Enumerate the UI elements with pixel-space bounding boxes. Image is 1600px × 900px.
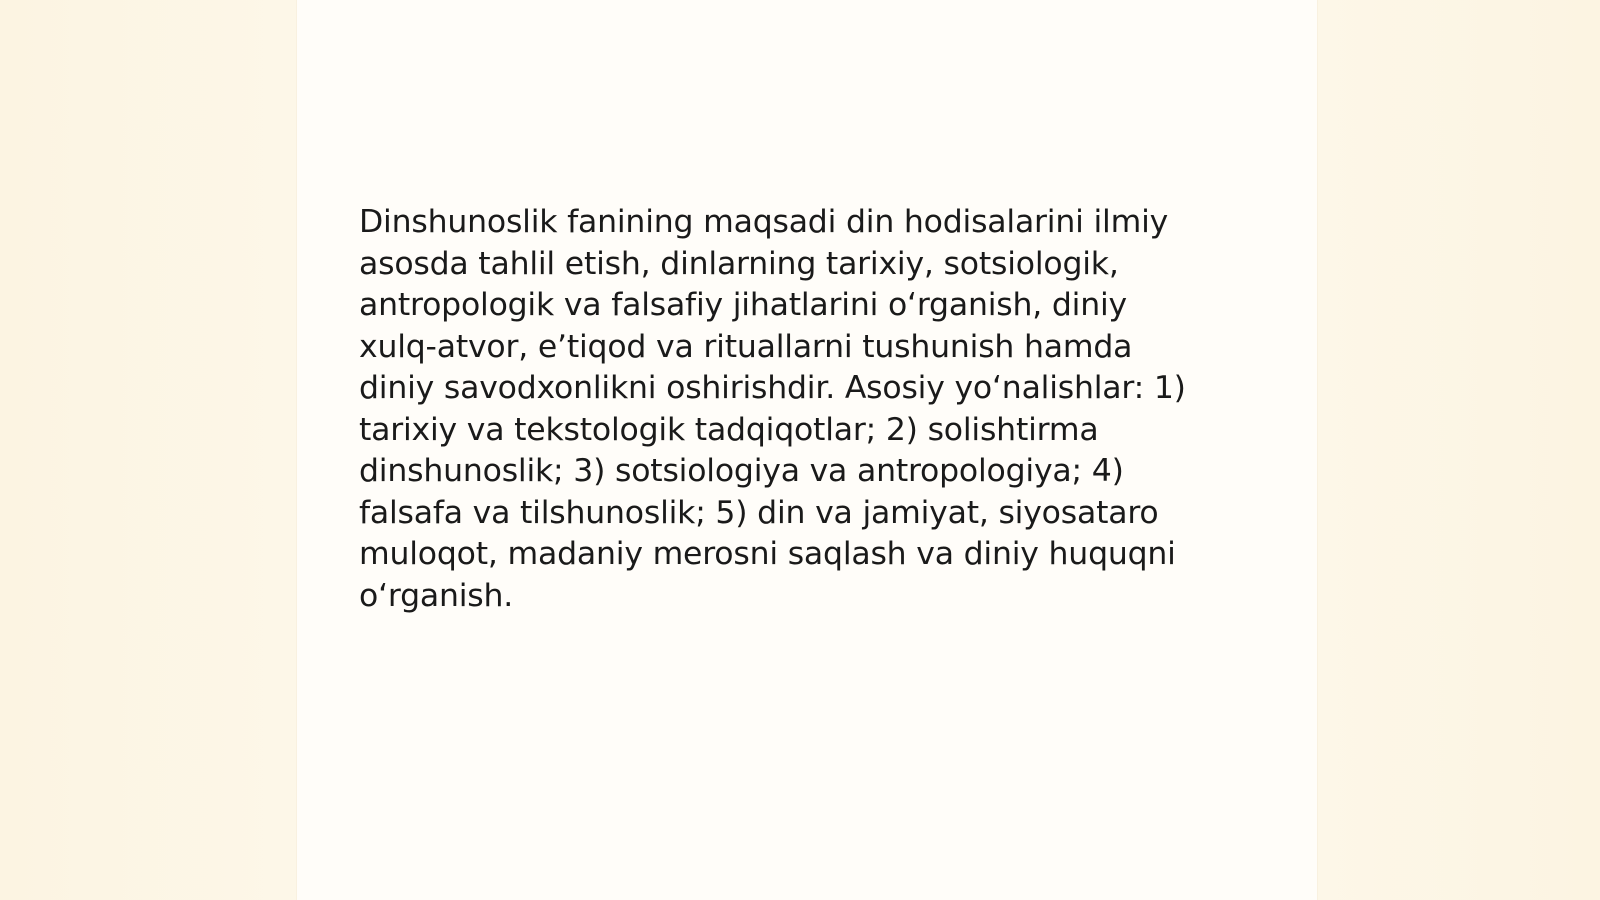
slide-page — [297, 0, 1317, 900]
body-line: falsafa va tilshunoslik; 5) din va jamiyat, siyosataro — [359, 494, 1159, 531]
body-line: tarixiy va tekstologik tadqiqotlar; 2) solishtirma — [359, 411, 1099, 448]
body-line: o‘rganish. — [359, 577, 514, 614]
body-line: diniy savodxonlikni oshirishdir. Asosiy yo‘nalishlar: 1) — [359, 370, 1186, 406]
body-line: Dinshunoslik fanining maqsadi din hodisalarini ilmiy — [359, 204, 1169, 240]
slide-body-text — [359, 202, 1259, 617]
body-line: antropologik va falsafiy jihatlarini o‘rganish, diniy — [359, 287, 1127, 323]
body-line: muloqot, madaniy merosni saqlash va diniy huquqni — [359, 536, 1176, 572]
body-line: xulq-atvor, e’tiqod va rituallarni tushunish hamda — [359, 328, 1133, 365]
body-line: asosda tahlil etish, dinlarning tarixiy, sotsiologik, — [359, 245, 1119, 282]
body-line: dinshunoslik; 3) sotsiologiya va antropologiya; 4) — [359, 453, 1124, 489]
